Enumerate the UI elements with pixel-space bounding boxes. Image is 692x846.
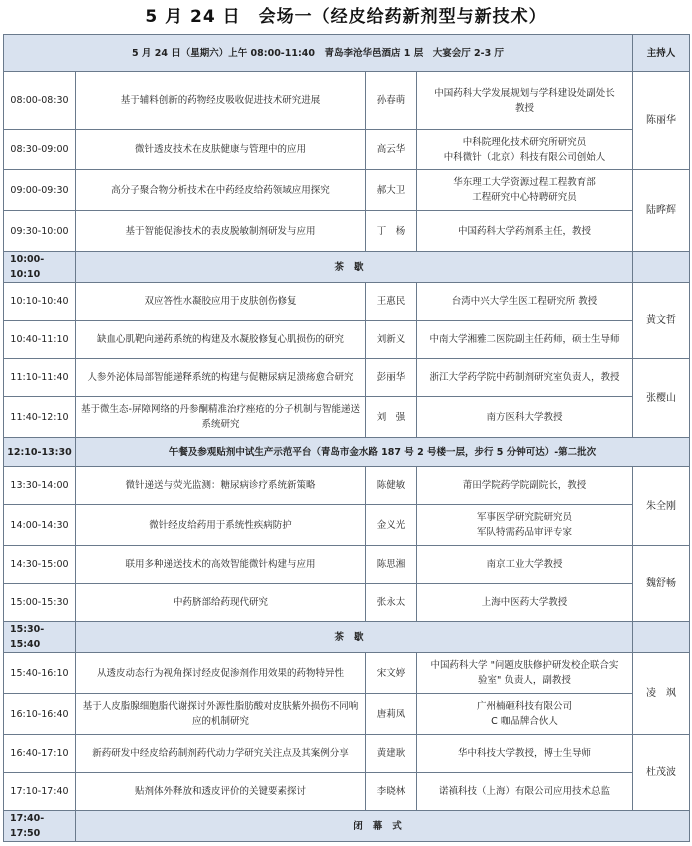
table-row xyxy=(4,321,690,359)
speaker-cell: 唐莉凤 xyxy=(366,694,417,735)
table-row xyxy=(4,72,690,130)
host-cell: 凌 飒 xyxy=(633,653,690,735)
time-cell: 14:30-15:00 xyxy=(4,546,76,584)
time-cell: 08:00-08:30 xyxy=(4,72,76,130)
lunch-label: 午餐及参观贴剂中试生产示范平台（青岛市金水路 187 号 2 号楼一层，步行 5 分钟可达）-第二批次 xyxy=(76,438,690,467)
speaker-cell: 张永太 xyxy=(366,584,417,622)
speaker-cell: 陈健敏 xyxy=(366,467,417,505)
topic-cell: 缺血心肌靶向递药系统的构建及水凝胶修复心肌损伤的研究 xyxy=(76,321,366,359)
affiliation-cell: 中国药科大学 "问题皮肤修护研发校企联合实 验室" 负责人，副教授 xyxy=(417,653,633,694)
speaker-cell: 金义光 xyxy=(366,505,417,546)
topic-cell: 微针递送与荧光监测：糖尿病诊疗系统新策略 xyxy=(76,467,366,505)
session-info: 5 月 24 日（星期六）上午 08:00-11:40 青岛李沧华邑酒店 1 层 大宴会厅 2-3 厅 xyxy=(4,35,633,72)
closing-time: 17:40-17:50 xyxy=(4,811,76,842)
tea-break-row xyxy=(4,622,690,653)
time-cell: 09:30-10:00 xyxy=(4,211,76,252)
tea-break-row xyxy=(4,252,690,283)
table-row xyxy=(4,283,690,321)
topic-cell: 贴剂体外释放和透皮评价的关键要素探讨 xyxy=(76,773,366,811)
time-cell: 15:40-16:10 xyxy=(4,653,76,694)
speaker-cell: 孙春萌 xyxy=(366,72,417,130)
host-cell: 杜茂波 xyxy=(633,735,690,811)
speaker-cell: 李晓林 xyxy=(366,773,417,811)
speaker-cell: 王惠民 xyxy=(366,283,417,321)
affiliation-cell: 南方医科大学教授 xyxy=(417,397,633,438)
closing-label: 闭幕式 xyxy=(76,811,690,842)
closing-row xyxy=(4,811,690,842)
lunch-time: 12:10-13:30 xyxy=(4,438,76,467)
table-row xyxy=(4,130,690,170)
topic-cell: 双应答性水凝胶应用于皮肤创伤修复 xyxy=(76,283,366,321)
host-column-header: 主持人 xyxy=(633,35,690,72)
topic-cell: 新药研发中经皮给药制剂药代动力学研究关注点及其案例分享 xyxy=(76,735,366,773)
affiliation-cell: 南京工业大学教授 xyxy=(417,546,633,584)
speaker-cell: 刘新义 xyxy=(366,321,417,359)
time-cell: 13:30-14:00 xyxy=(4,467,76,505)
session-header-row xyxy=(4,35,690,72)
speaker-cell: 彭丽华 xyxy=(366,359,417,397)
table-row xyxy=(4,397,690,438)
affiliation-cell: 广州楠砸科技有限公司 C 咖品牌合伙人 xyxy=(417,694,633,735)
lunch-row xyxy=(4,438,690,467)
speaker-cell: 宋文婷 xyxy=(366,653,417,694)
break-time: 15:30-15:40 xyxy=(4,622,76,653)
schedule-table xyxy=(3,34,690,842)
host-cell: 魏舒畅 xyxy=(633,546,690,622)
affiliation-cell: 华中科技大学教授，博士生导师 xyxy=(417,735,633,773)
break-label: 茶歇 xyxy=(76,252,633,283)
affiliation-cell: 军事医学研究院研究员 军队特需药品审评专家 xyxy=(417,505,633,546)
host-cell: 黄文哲 xyxy=(633,283,690,359)
table-row xyxy=(4,694,690,735)
time-cell: 09:00-09:30 xyxy=(4,170,76,211)
table-row xyxy=(4,505,690,546)
table-row xyxy=(4,653,690,694)
time-cell: 11:10-11:40 xyxy=(4,359,76,397)
speaker-cell: 丁 杨 xyxy=(366,211,417,252)
affiliation-cell: 诺禛科技（上海）有限公司应用技术总监 xyxy=(417,773,633,811)
host-cell: 陆晔辉 xyxy=(633,170,690,252)
time-cell: 16:10-16:40 xyxy=(4,694,76,735)
speaker-cell: 刘 强 xyxy=(366,397,417,438)
table-row xyxy=(4,546,690,584)
affiliation-cell: 浙江大学药学院中药制剂研究室负责人，教授 xyxy=(417,359,633,397)
break-host-cell xyxy=(633,252,690,283)
host-cell: 陈丽华 xyxy=(633,72,690,170)
time-cell: 15:00-15:30 xyxy=(4,584,76,622)
break-time: 10:00-10:10 xyxy=(4,252,76,283)
topic-cell: 微针透皮技术在皮肤健康与管理中的应用 xyxy=(76,130,366,170)
affiliation-cell: 华东理工大学资源过程工程教育部 工程研究中心特聘研究员 xyxy=(417,170,633,211)
topic-cell: 基于辅料创新的药物经皮吸收促进技术研究进展 xyxy=(76,72,366,130)
time-cell: 16:40-17:10 xyxy=(4,735,76,773)
topic-cell: 基于微生态-屏障网络的丹参酮精准治疗痤疮的分子机制与智能递送系统研究 xyxy=(76,397,366,438)
time-cell: 17:10-17:40 xyxy=(4,773,76,811)
table-row xyxy=(4,584,690,622)
break-label: 茶歇 xyxy=(76,622,633,653)
topic-cell: 微针经皮给药用于系统性疾病防护 xyxy=(76,505,366,546)
time-cell: 10:10-10:40 xyxy=(4,283,76,321)
break-host-cell xyxy=(633,622,690,653)
host-cell: 张樱山 xyxy=(633,359,690,438)
time-cell: 11:40-12:10 xyxy=(4,397,76,438)
topic-cell: 联用多种递送技术的高效智能微针构建与应用 xyxy=(76,546,366,584)
affiliation-cell: 台湾中兴大学生医工程研究所 教授 xyxy=(417,283,633,321)
affiliation-cell: 中南大学湘雅二医院副主任药师，硕士生导师 xyxy=(417,321,633,359)
topic-cell: 中药脐部给药现代研究 xyxy=(76,584,366,622)
host-cell: 朱全刚 xyxy=(633,467,690,546)
table-row xyxy=(4,773,690,811)
affiliation-cell: 中科院理化技术研究所研究员 中科微针（北京）科技有限公司创始人 xyxy=(417,130,633,170)
table-row xyxy=(4,467,690,505)
table-row xyxy=(4,359,690,397)
page-title: 5 月 24 日 会场一（经皮给药新剂型与新技术） xyxy=(145,7,547,27)
table-row xyxy=(4,170,690,211)
topic-cell: 基于人皮脂腺细胞脂代谢探讨外源性脂肪酸对皮肤紫外损伤不同响应的机制研究 xyxy=(76,694,366,735)
speaker-cell: 郝大卫 xyxy=(366,170,417,211)
table-row xyxy=(4,735,690,773)
affiliation-cell: 中国药科大学药剂系主任，教授 xyxy=(417,211,633,252)
time-cell: 10:40-11:10 xyxy=(4,321,76,359)
topic-cell: 从透皮动态行为视角探讨经皮促渗剂作用效果的药物特异性 xyxy=(76,653,366,694)
affiliation-cell: 中国药科大学发展规划与学科建设处副处长 教授 xyxy=(417,72,633,130)
time-cell: 08:30-09:00 xyxy=(4,130,76,170)
speaker-cell: 陈思湘 xyxy=(366,546,417,584)
affiliation-cell: 莆田学院药学院副院长，教授 xyxy=(417,467,633,505)
speaker-cell: 黄建耿 xyxy=(366,735,417,773)
topic-cell: 人参外泌体局部智能递释系统的构建与促糖尿病足溃疡愈合研究 xyxy=(76,359,366,397)
topic-cell: 基于智能促渗技术的表皮脱敏制剂研发与应用 xyxy=(76,211,366,252)
speaker-cell: 高云华 xyxy=(366,130,417,170)
affiliation-cell: 上海中医药大学教授 xyxy=(417,584,633,622)
topic-cell: 高分子聚合物分析技术在中药经皮给药领域应用探究 xyxy=(76,170,366,211)
time-cell: 14:00-14:30 xyxy=(4,505,76,546)
table-row xyxy=(4,211,690,252)
